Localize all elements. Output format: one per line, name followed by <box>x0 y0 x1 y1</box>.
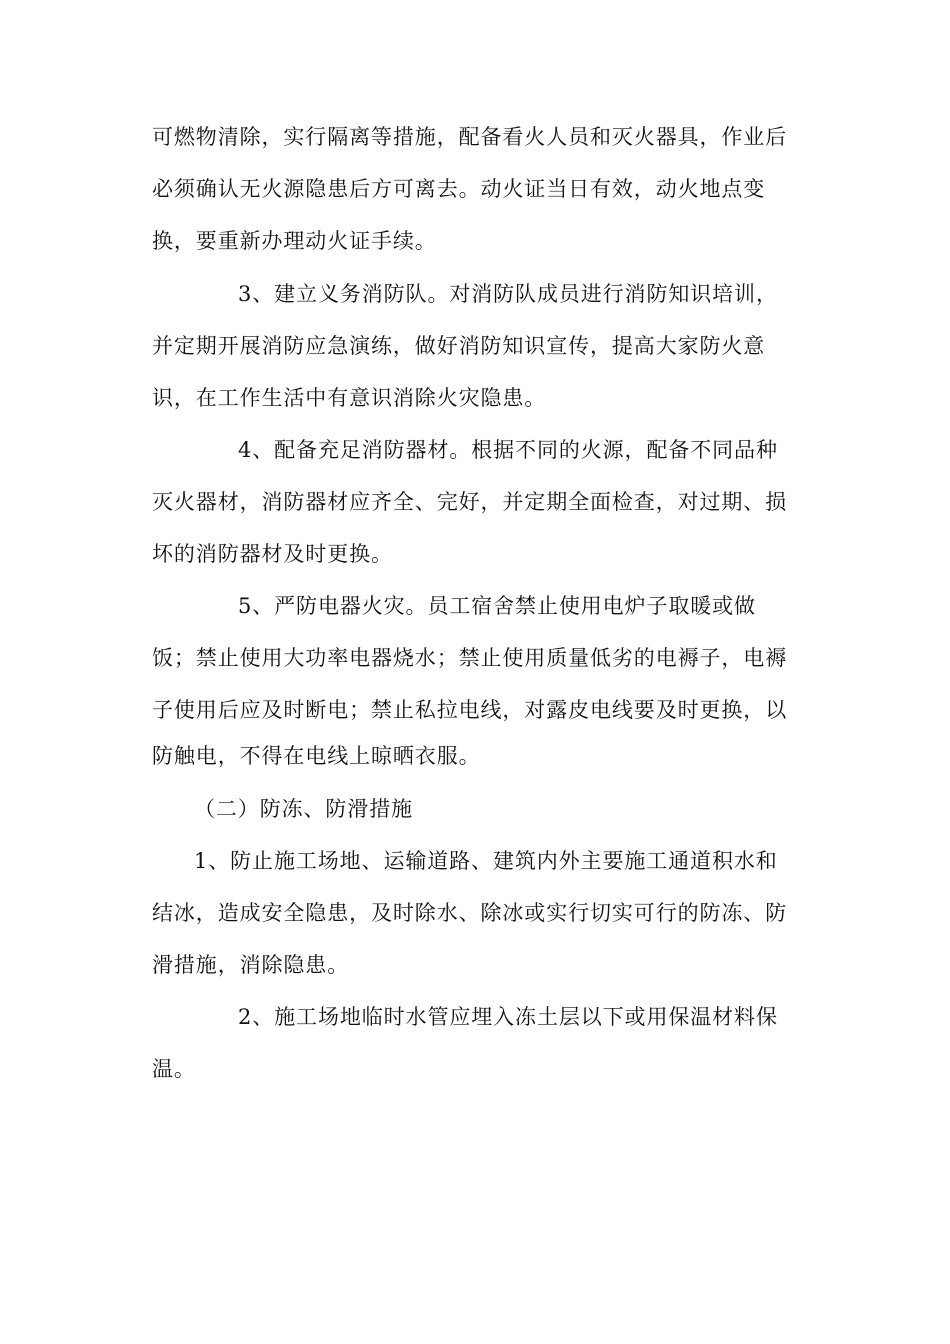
paragraph-line: 识，在工作生活中有意识消除火灾隐患。 <box>152 386 547 410</box>
paragraph-line: 4、配备充足消防器材。根据不同的火源，配备不同品种 <box>238 438 778 462</box>
paragraph-line: 并定期开展消防应急演练，做好消防知识宣传，提高大家防火意 <box>152 334 766 358</box>
paragraph-line: 滑措施，消除隐患。 <box>152 953 350 977</box>
paragraph-line: 5、严防电器火灾。员工宿舍禁止使用电炉子取暖或做 <box>238 594 756 618</box>
paragraph-line: 3、建立义务消防队。对消防队成员进行消防知识培训， <box>238 282 778 306</box>
paragraph-line: 结冰，造成安全隐患，及时除水、除冰或实行切实可行的防冻、防 <box>152 901 788 925</box>
paragraph-line: 坏的消防器材及时更换。 <box>152 542 393 566</box>
paragraph-line: 必须确认无火源隐患后方可离去。动火证当日有效，动火地点变 <box>152 177 766 201</box>
paragraph-line: 换，要重新办理动火证手续。 <box>152 229 437 253</box>
paragraph-line: 可燃物清除，实行隔离等措施，配备看火人员和灭火器具，作业后 <box>152 125 788 149</box>
paragraph-line: 2、施工场地临时水管应埋入冻土层以下或用保温材料保 <box>238 1005 778 1029</box>
paragraph-line: 饭；禁止使用大功率电器烧水；禁止使用质量低劣的电褥子，电褥 <box>152 646 788 670</box>
section-heading: （二）防冻、防滑措施 <box>194 797 413 821</box>
paragraph-line: 子使用后应及时断电；禁止私拉电线，对露皮电线要及时更换，以 <box>152 698 788 722</box>
paragraph-line: 防触电，不得在电线上晾晒衣服。 <box>152 744 481 768</box>
paragraph-line: 1、防止施工场地、运输道路、建筑内外主要施工通道积水和 <box>194 849 778 873</box>
paragraph-line: 温。 <box>152 1057 196 1081</box>
paragraph-line: 灭火器材，消防器材应齐全、完好，并定期全面检查，对过期、损 <box>152 490 788 514</box>
